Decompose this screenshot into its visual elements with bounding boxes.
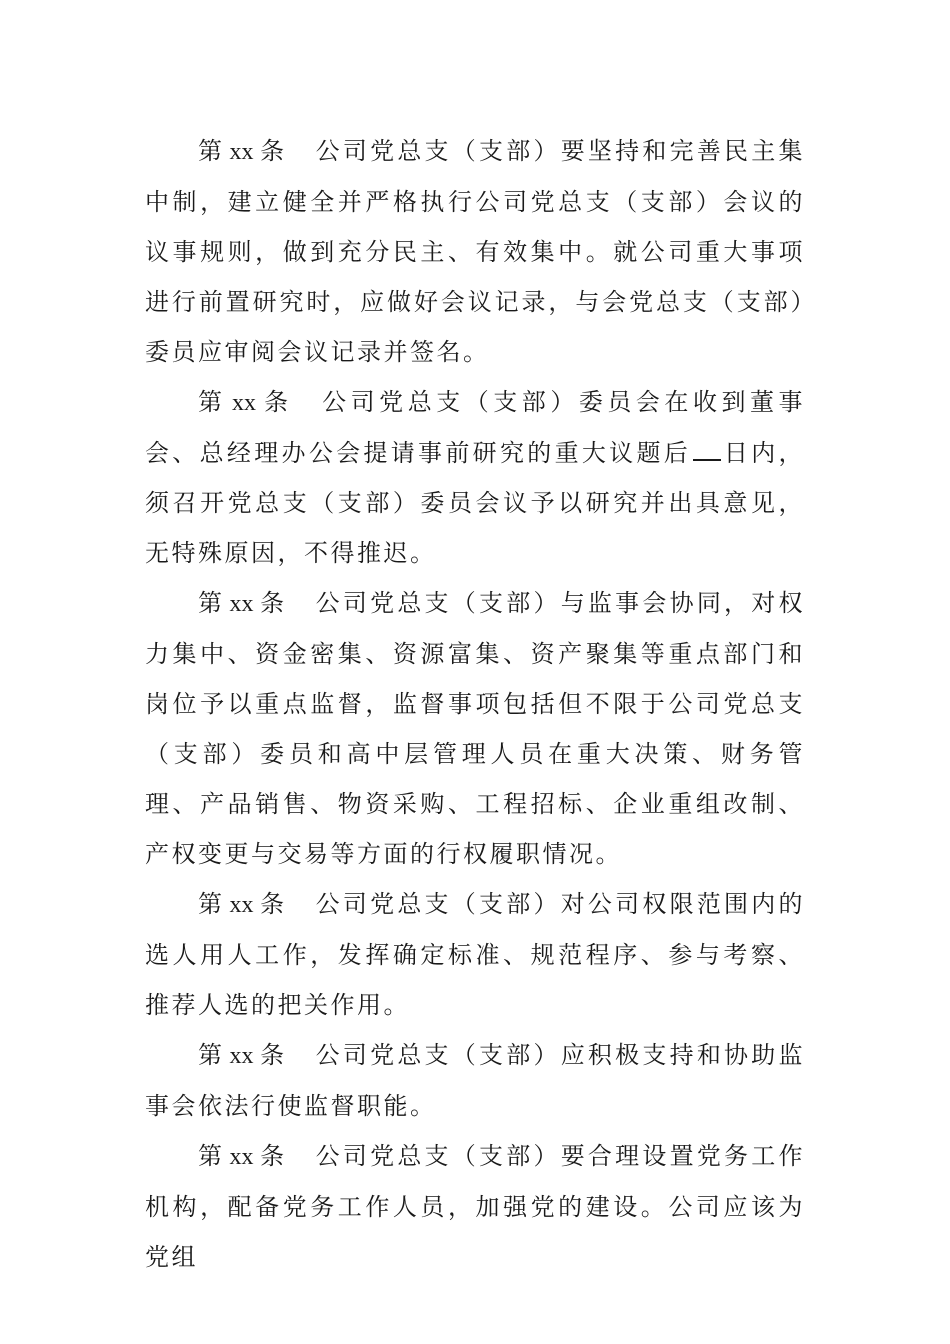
article-text: 公司党总支（支部）要合理设置党务工作机构，配备党务工作人员，加强党的建设。公司应该为党组	[145, 1142, 806, 1271]
article-paragraph	[145, 879, 805, 1030]
article-text: 公司党总支（支部）对公司权限范围内的选人用人工作，发挥确定标准、规范程序、参与考察、推荐人选的把关作用。	[145, 890, 806, 1019]
article-number: 第 xx 条	[198, 892, 285, 918]
article-text: 公司党总支（支部）与监事会协同，对权力集中、资金密集、资源富集、资产聚集等重点部门和岗位予以重点监督，监督事项包括但不限于公司党总支（支部）委员和高中层管理人员在重大决策、财务管理、产品销售、物资采购、工程招标、企业重组改制、产权变更与交易等方面的行权履职情况。	[145, 589, 806, 868]
article-number: 第 xx 条	[198, 390, 291, 416]
article-number: 第 xx 条	[198, 1144, 285, 1170]
document-body	[145, 126, 805, 1282]
fill-in-blank	[693, 439, 721, 461]
article-paragraph	[145, 1131, 805, 1282]
article-number: 第 xx 条	[198, 591, 285, 617]
article-paragraph	[145, 126, 805, 377]
article-paragraph	[145, 1030, 805, 1131]
article-text: 公司党总支（支部）要坚持和完善民主集中制，建立健全并严格执行公司党总支（支部）会议的议事规则，做到充分民主、有效集中。就公司重大事项进行前置研究时，应做好会议记录，与会党总支（支部）委员应审阅会议记录并签名。	[145, 137, 806, 366]
article-paragraph	[145, 578, 805, 879]
article-text: 公司党总支（支部）应积极支持和协助监事会依法行使监督职能。	[145, 1041, 806, 1120]
article-text-continued: 日内，须召开党总支（支部）委员会议予以研究并出具意见，无特殊原因，不得推迟。	[145, 439, 806, 567]
article-paragraph	[145, 377, 805, 578]
article-number: 第 xx 条	[198, 139, 285, 165]
article-text: 公司党总支（支部）委员会在收到董事会、总经理办公会提请事前研究的重大议题后	[145, 388, 806, 467]
article-number: 第 xx 条	[198, 1043, 285, 1069]
